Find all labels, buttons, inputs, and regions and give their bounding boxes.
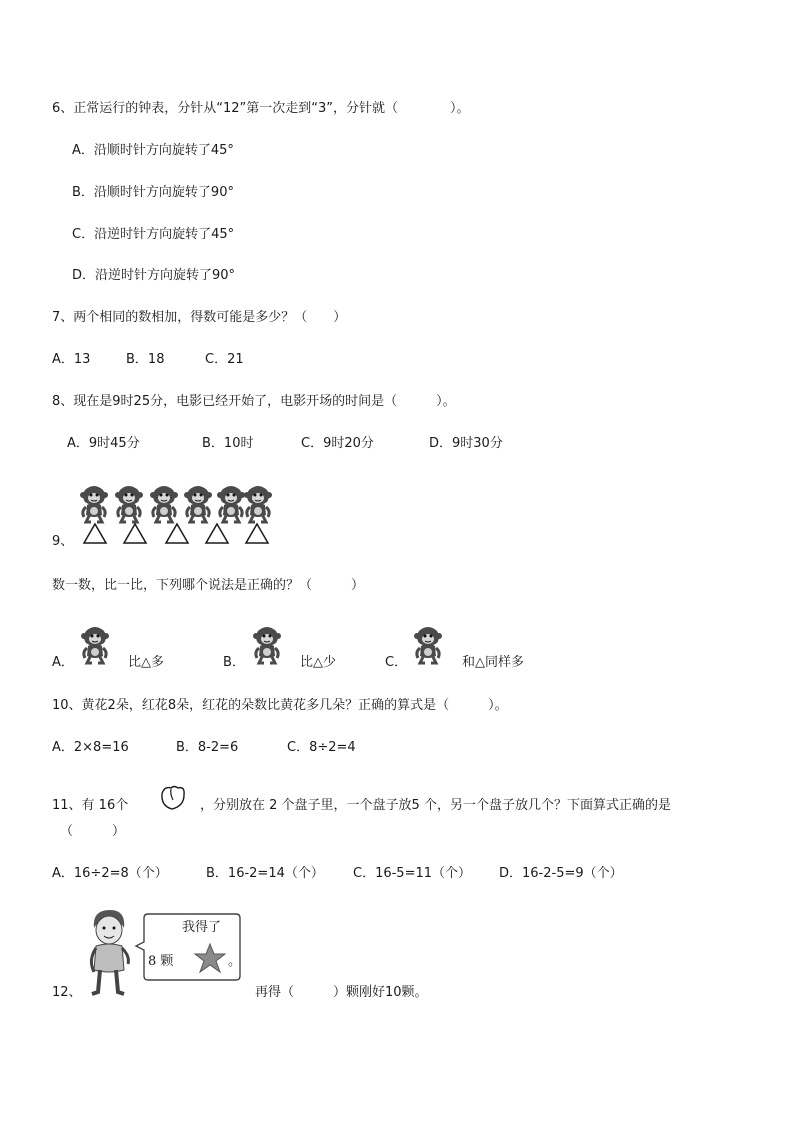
q10-options [52, 740, 356, 756]
triangle-icon [84, 524, 106, 543]
monkey-icon [115, 486, 143, 522]
q10-option-b[interactable]: B．8-2=6 [176, 740, 239, 755]
q11-blank: （ ） [60, 824, 126, 839]
q8-option-b[interactable]: B．10时 [202, 436, 254, 451]
q7-option-c[interactable]: C．21 [205, 352, 244, 367]
q7-option-a[interactable]: A．13 [52, 352, 91, 367]
q9-number: 9、 [52, 534, 74, 549]
triangle-icon [206, 524, 228, 543]
monkey-icon [184, 486, 212, 522]
q6-option-d[interactable]: D．沿逆时针方向旋转了90° [72, 268, 236, 283]
q8-option-d[interactable]: D．9时30分 [429, 436, 503, 451]
q6-option-c[interactable]: C．沿逆时针方向旋转了45° [72, 227, 235, 242]
q12-number: 12、 [52, 985, 82, 1000]
q8-options [67, 436, 503, 452]
q6-option-a[interactable]: A．沿顺时针方向旋转了45° [72, 143, 234, 158]
boy-icon [82, 906, 142, 998]
triangle-icon [246, 524, 268, 543]
q8-option-a[interactable]: A．9时45分 [67, 436, 140, 451]
q10-stem: 10、黄花2朵，红花8朵，红花的朵数比黄花多几朵？正确的算式是（ ）。 [52, 698, 508, 713]
q9-option-c-monkey-icon [414, 625, 444, 665]
q9-stem: 数一数，比一比，下列哪个说法是正确的？（ ） [52, 578, 365, 593]
triangle-icon [124, 524, 146, 543]
q11-stem-before: 11、有 16个 [52, 798, 129, 813]
q9-option-c-letter[interactable]: C． [385, 655, 408, 670]
q9-option-b-letter[interactable]: B． [223, 655, 245, 670]
q11-option-b[interactable]: B．16-2=14（个） [206, 866, 324, 881]
q9-option-c-text[interactable]: 和△同样多 [462, 655, 524, 670]
monkey-icon [80, 486, 108, 522]
monkey-icon [217, 486, 245, 522]
q6-stem: 6、正常运行的钟表，分针从“12”第一次走到“3”，分针就（ ）。 [52, 101, 470, 116]
q9-option-a-letter[interactable]: A． [52, 655, 74, 670]
speech-end: 。 [228, 954, 242, 969]
q11-option-d[interactable]: D．16-2-5=9（个） [499, 866, 623, 881]
q8-stem: 8、现在是9时25分，电影已经开始了，电影开场的时间是（ ）。 [52, 394, 456, 409]
q9-option-a-monkey-icon [81, 625, 111, 665]
q8-option-c[interactable]: C．9时20分 [301, 436, 374, 451]
q11-stem-after: ，分别放在 2 个盘子里，一个盘子放5 个，另一个盘子放几个？下面算式正确的是 [200, 798, 671, 813]
q7-options [52, 352, 244, 368]
q9-option-a-text[interactable]: 比△多 [128, 655, 164, 670]
q10-option-a[interactable]: A．2×8=16 [52, 740, 129, 755]
q11-options [52, 866, 623, 882]
monkey-icon [244, 486, 272, 522]
q12-text: 再得（ ）颗刚好10颗。 [255, 985, 428, 1000]
peach-icon [158, 784, 188, 812]
q9-monkey-row [80, 484, 280, 524]
speech-count: 8 颗 [148, 954, 174, 969]
triangle-icon [166, 524, 188, 543]
q10-option-c[interactable]: C．8÷2=4 [287, 740, 356, 755]
q9-option-b-monkey-icon [253, 625, 283, 665]
q9-option-b-text[interactable]: 比△少 [300, 655, 336, 670]
q11-option-c[interactable]: C．16-5=11（个） [353, 866, 472, 881]
q7-stem: 7、两个相同的数相加，得数可能是多少？（ ） [52, 310, 347, 325]
q7-option-b[interactable]: B．18 [126, 352, 165, 367]
speech-line1: 我得了 [182, 920, 222, 935]
q11-option-a[interactable]: A．16÷2=8（个） [52, 866, 168, 881]
q6-option-b[interactable]: B．沿顺时针方向旋转了90° [72, 185, 234, 200]
q9-triangle-row [84, 523, 274, 545]
monkey-icon [150, 486, 178, 522]
